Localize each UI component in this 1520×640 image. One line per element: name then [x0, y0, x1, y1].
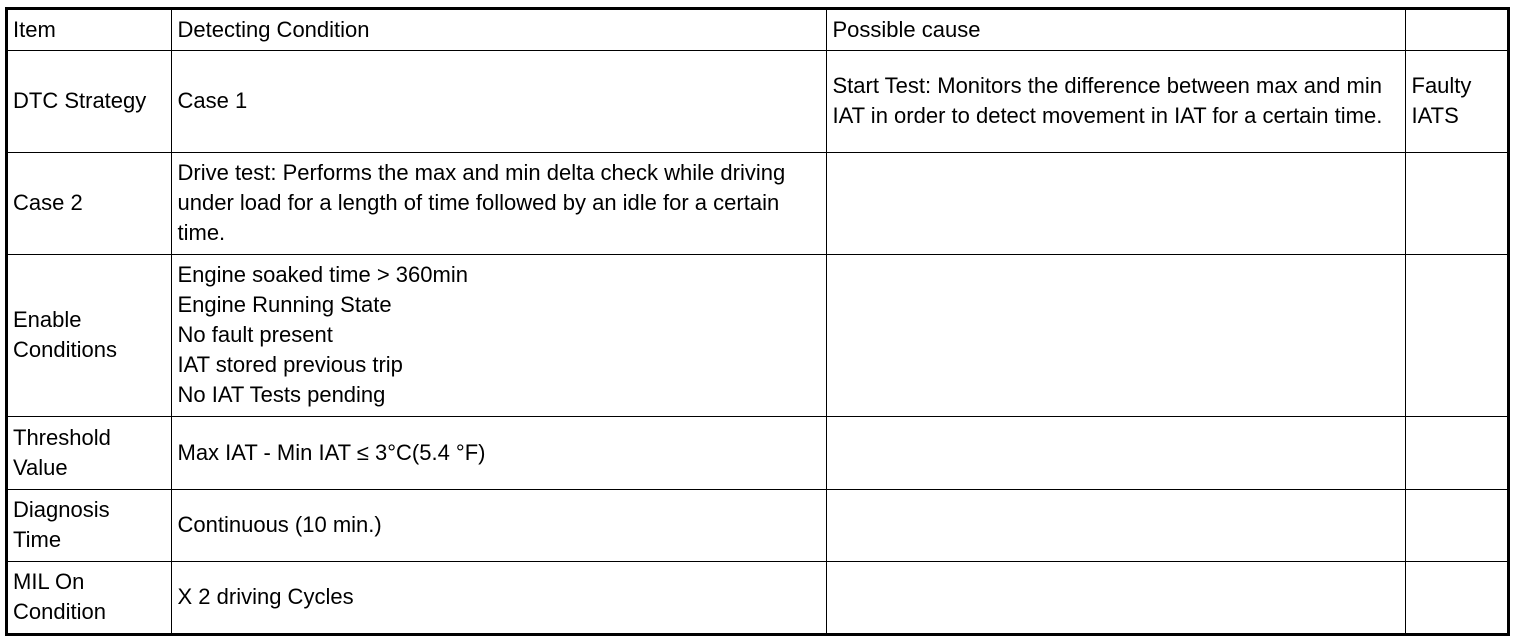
fault-label: Faulty IATS	[1411, 73, 1472, 128]
dtc-spec-table	[8, 10, 1507, 633]
row-extra	[1405, 561, 1507, 633]
condition-line: Engine Running State	[177, 292, 392, 317]
row-extra	[1405, 50, 1507, 152]
condition-line: No fault present	[177, 322, 333, 347]
row-item	[8, 416, 171, 489]
row-detecting-condition	[171, 152, 826, 254]
table-row	[8, 254, 1507, 416]
row-detecting-condition: Max IAT - Min IAT ≤ 3°C(5.4 °F)	[171, 416, 826, 489]
row-item: DTC Strategy	[8, 50, 171, 152]
header-row	[8, 10, 1507, 50]
row-item-text: MIL On Condition	[13, 569, 106, 625]
row-detecting-condition	[171, 254, 826, 416]
row-item-text: Enable Conditions	[13, 307, 117, 362]
header-detecting-condition: Detecting Condition	[171, 10, 826, 50]
table-row	[8, 50, 1507, 152]
condition-line: No IAT Tests pending	[177, 382, 386, 407]
row-detecting-condition: X 2 driving Cycles	[171, 561, 826, 633]
row-possible-cause	[826, 489, 1405, 561]
condition-line: Engine soaked time > 360min	[177, 262, 468, 287]
row-item	[8, 254, 171, 416]
table-row	[8, 489, 1507, 561]
header-extra	[1405, 10, 1507, 50]
possible-cause-text: Start Test: Monitors the difference between max and min IAT in order to detect movement in IAT for a certain time.	[832, 73, 1383, 128]
row-possible-cause	[826, 254, 1405, 416]
row-detecting-condition: Case 1	[171, 50, 826, 152]
row-possible-cause	[826, 50, 1405, 152]
row-item-text: Threshold Value	[13, 424, 111, 480]
header-item: Item	[8, 10, 171, 50]
detecting-condition-text: Drive test: Performs the max and min delta check while driving under load for a length of time followed by an idle for a certain time.	[177, 160, 786, 245]
row-item	[8, 489, 171, 561]
row-possible-cause	[826, 152, 1405, 254]
condition-line: IAT stored previous trip	[177, 352, 403, 377]
row-extra	[1405, 254, 1507, 416]
table-row	[8, 416, 1507, 489]
row-extra	[1405, 152, 1507, 254]
row-item	[8, 561, 171, 633]
row-extra	[1405, 416, 1507, 489]
row-item-text: Diagnosis Time	[13, 497, 110, 552]
row-possible-cause	[826, 561, 1405, 633]
spec-table-frame	[5, 7, 1510, 636]
row-possible-cause	[826, 416, 1405, 489]
header-possible-cause: Possible cause	[826, 10, 1405, 50]
row-item: Case 2	[8, 152, 171, 254]
row-detecting-condition: Continuous (10 min.)	[171, 489, 826, 561]
table-row	[8, 561, 1507, 633]
row-extra	[1405, 489, 1507, 561]
table-row	[8, 152, 1507, 254]
